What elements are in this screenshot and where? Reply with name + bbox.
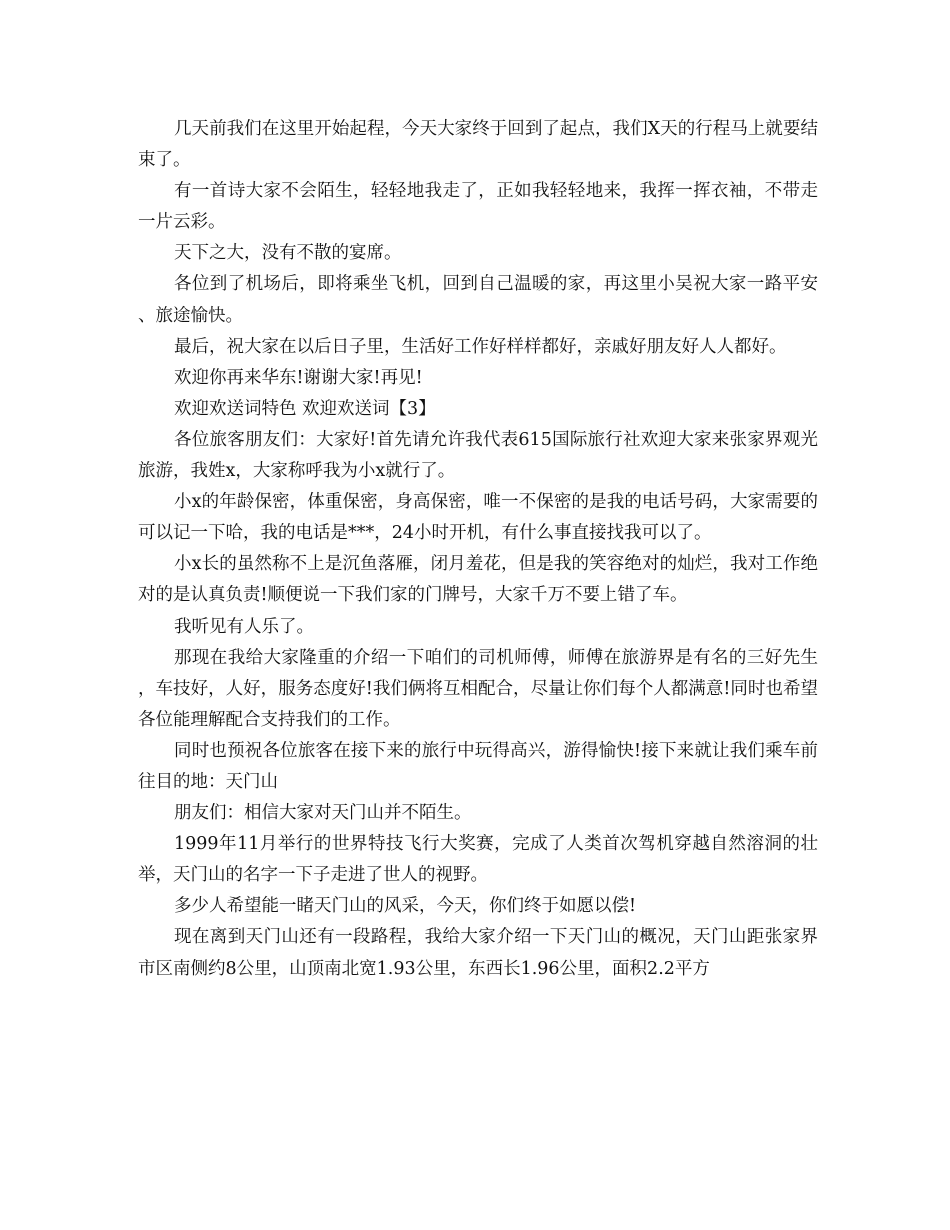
paragraph: 各位旅客朋友们：大家好!首先请允许我代表615国际旅行社欢迎大家来张家界观光旅游，我姓x，大家称呼我为小x就行了。 <box>138 429 818 482</box>
paragraph: 现在离到天门山还有一段路程，我给大家介绍一下天门山的概况，天门山距张家界市区南侧约8公里，山顶南北宽1.93公里，东西长1.96公里，面积2.2平方 <box>138 927 818 979</box>
paragraph: 小x的年龄保密，体重保密，身高保密，唯一不保密的是我的电话号码，大家需要的可以记一下哈，我的电话是***，24小时开机，有什么事直接找我可以了。 <box>138 492 818 544</box>
paragraph: 1999年11月举行的世界特技飞行大奖赛，完成了人类首次驾机穿越自然溶洞的壮举，天门山的名字一下子走进了世人的视野。 <box>138 834 818 886</box>
paragraph: 朋友们：相信大家对天门山并不陌生。 <box>174 803 472 824</box>
paragraph: 小x长的虽然称不上是沉鱼落雁，闭月羞花，但是我的笑容绝对的灿烂，我对工作绝对的是认真负责!顺便说一下我们家的门牌号，大家千万不要上错了车。 <box>138 554 818 606</box>
paragraph: 天下之大，没有不散的宴席。 <box>174 243 402 264</box>
paragraph: 欢迎你再来华东!谢谢大家!再见! <box>174 367 423 388</box>
section-heading: 欢迎欢送词特色 欢迎欢送词【3】 <box>174 398 436 419</box>
document-body <box>138 114 818 985</box>
paragraph: 有一首诗大家不会陌生，轻轻地我走了，正如我轻轻地来，我挥一挥衣袖，不带走一片云彩。 <box>138 181 818 233</box>
paragraph: 那现在我给大家隆重的介绍一下咱们的司机师傅，师傅在旅游界是有名的三好先生，车技好，人好，服务态度好!我们俩将互相配合，尽量让你们每个人都满意!同时也希望各位能理解配合支持我们的工作。 <box>138 647 818 730</box>
paragraph: 最后，祝大家在以后日子里，生活好工作好样样都好，亲戚好朋友好人人都好。 <box>174 336 787 357</box>
paragraph: 几天前我们在这里开始起程，今天大家终于回到了起点，我们X天的行程马上就要结束了。 <box>138 119 818 171</box>
paragraph: 同时也预祝各位旅客在接下来的旅行中玩得高兴，游得愉快!接下来就让我们乘车前往目的地：天门山 <box>138 740 818 792</box>
paragraph: 多少人希望能一睹天门山的风采，今天，你们终于如愿以偿! <box>174 896 637 917</box>
paragraph: 各位到了机场后，即将乘坐飞机，回到自己温暖的家，再这里小吴祝大家一路平安、旅途愉快。 <box>138 274 818 326</box>
paragraph: 我听见有人乐了。 <box>174 616 314 637</box>
